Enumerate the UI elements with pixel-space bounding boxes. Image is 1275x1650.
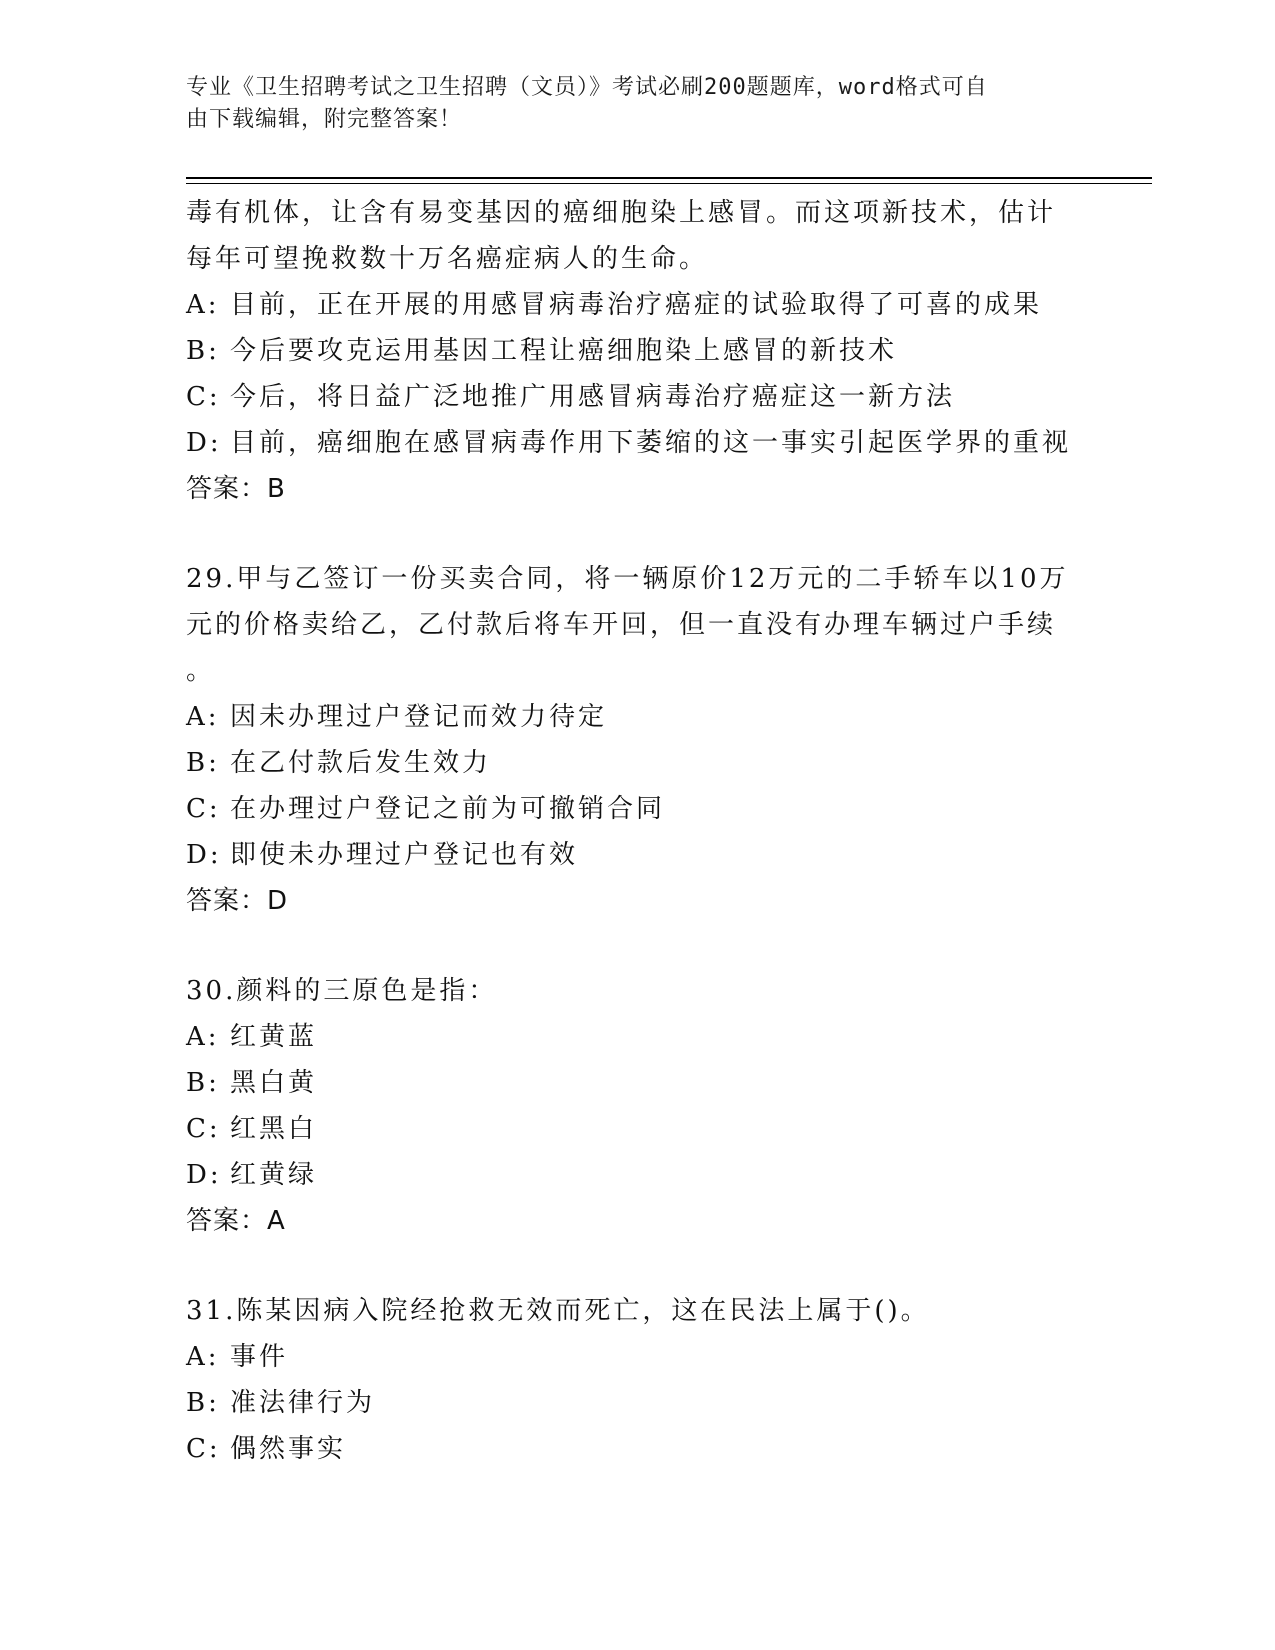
option-b (186, 1060, 1086, 1106)
question-text-line: 每年可望挽救数十万名癌症病人的生命。 (186, 244, 709, 274)
option-text: 在乙付款后发生效力 (230, 748, 492, 778)
option-text: 目前，正在开展的用感冒病毒治疗癌症的试验取得了可喜的成果 (230, 290, 1043, 320)
option-d (186, 420, 1086, 466)
option-text: 红黄绿 (230, 1160, 318, 1190)
option-key: B: (186, 336, 220, 366)
option-key: C: (186, 382, 221, 412)
option-key: D: (186, 428, 222, 458)
question-text-line: 30.颜料的三原色是指： (186, 976, 498, 1006)
option-text: 即使未办理过户登记也有效 (230, 840, 579, 870)
page-header (186, 72, 1066, 136)
option-b (186, 328, 1086, 374)
option-key: A: (186, 1022, 220, 1052)
question-30 (186, 968, 1086, 1244)
header-rule-thick (186, 177, 1152, 179)
option-text: 黑白黄 (230, 1068, 318, 1098)
answer-line: 答案：A (186, 1206, 286, 1236)
question-text-line: 元的价格卖给乙，乙付款后将车开回，但一直没有办理车辆过户手续 (186, 610, 1057, 640)
question-28-continuation (186, 190, 1086, 512)
option-a (186, 282, 1086, 328)
option-a (186, 1014, 1086, 1060)
option-text: 红黄蓝 (230, 1022, 318, 1052)
option-key: D: (186, 840, 222, 870)
question-text-line: 毒有机体，让含有易变基因的癌细胞染上感冒。而这项新技术，估计 (186, 198, 1057, 228)
option-c (186, 786, 1086, 832)
option-c (186, 374, 1086, 420)
option-key: B: (186, 1388, 220, 1418)
option-text: 准法律行为 (230, 1388, 376, 1418)
spacer (186, 512, 1086, 556)
option-c (186, 1106, 1086, 1152)
question-text-line: 31.陈某因病入院经抢救无效而死亡，这在民法上属于()。 (186, 1296, 930, 1326)
question-31 (186, 1288, 1086, 1472)
question-text-line: 29.甲与乙签订一份买卖合同，将一辆原价12万元的二手轿车以10万 (186, 564, 1069, 594)
spacer (186, 924, 1086, 968)
option-key: A: (186, 290, 220, 320)
answer-line: 答案：D (186, 886, 289, 916)
option-key: C: (186, 1434, 221, 1464)
option-text: 红黑白 (230, 1114, 318, 1144)
option-text: 偶然事实 (230, 1434, 347, 1464)
option-b (186, 740, 1086, 786)
option-key: B: (186, 748, 220, 778)
question-content (186, 190, 1086, 1472)
option-key: A: (186, 702, 220, 732)
answer-line: 答案：B (186, 474, 286, 504)
option-text: 目前，癌细胞在感冒病毒作用下萎缩的这一事实引起医学界的重视 (230, 428, 1072, 458)
header-line-1: 专业《卫生招聘考试之卫生招聘（文员）》考试必刷200题题库，word格式可自 (186, 75, 988, 100)
option-text: 今后要攻克运用基因工程让癌细胞染上感冒的新技术 (230, 336, 898, 366)
option-key: B: (186, 1068, 220, 1098)
option-b (186, 1380, 1086, 1426)
option-text: 事件 (230, 1342, 289, 1372)
option-d (186, 1152, 1086, 1198)
option-a (186, 1334, 1086, 1380)
question-text-line: 。 (186, 656, 216, 686)
option-text: 在办理过户登记之前为可撤销合同 (230, 794, 666, 824)
option-a (186, 694, 1086, 740)
option-c (186, 1426, 1086, 1472)
header-line-2: 由下载编辑，附完整答案！ (186, 107, 463, 132)
option-d (186, 832, 1086, 878)
option-key: D: (186, 1160, 222, 1190)
header-rule-thin (186, 183, 1152, 184)
option-text: 今后，将日益广泛地推广用感冒病毒治疗癌症这一新方法 (230, 382, 956, 412)
option-key: C: (186, 794, 221, 824)
option-key: A: (186, 1342, 220, 1372)
spacer (186, 1244, 1086, 1288)
question-29 (186, 556, 1086, 924)
option-key: C: (186, 1114, 221, 1144)
option-text: 因未办理过户登记而效力待定 (230, 702, 608, 732)
